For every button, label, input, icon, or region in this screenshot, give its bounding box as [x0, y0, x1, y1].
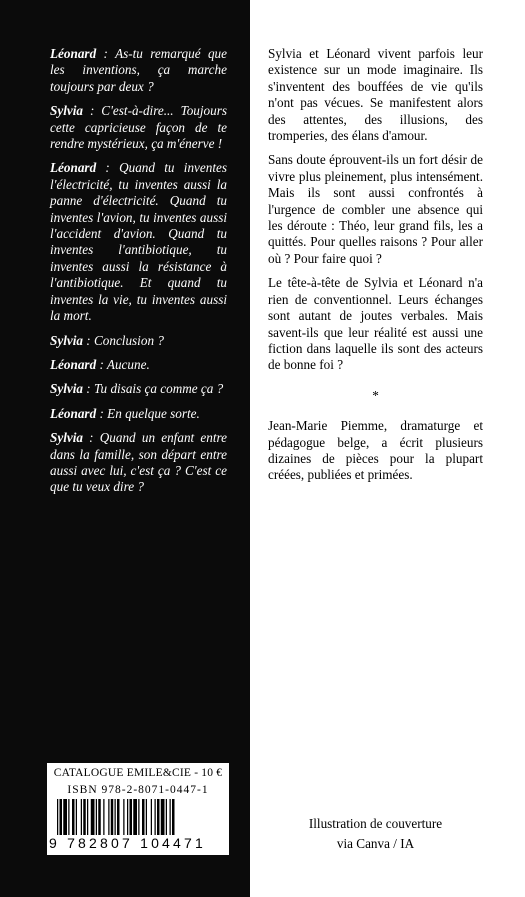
- barcode-bar: [91, 799, 95, 835]
- dialogue-text: : Quand un enfant entre dans la famille, son départ entre aussi avec lui, c'est ça ? C'est ce que tu veux dire ?: [50, 430, 227, 495]
- dialogue-line: [50, 103, 227, 152]
- barcode-icon: [57, 799, 219, 835]
- dialogue-text: : En quelque sorte.: [96, 405, 200, 421]
- speaker-name: Sylvia: [50, 381, 83, 397]
- barcode-bar: [115, 799, 116, 835]
- barcode-bar: [161, 799, 165, 835]
- ean-digits: 9 782807 104471: [49, 835, 206, 851]
- section-separator: *: [372, 387, 379, 403]
- barcode-bar: [68, 799, 69, 835]
- barcode-bar: [96, 799, 97, 835]
- barcode-bar: [60, 799, 63, 835]
- barcode-bar: [63, 799, 67, 835]
- barcode-bar: [157, 799, 160, 835]
- speaker-name: Léonard: [50, 356, 97, 372]
- speaker-name: Léonard: [50, 405, 97, 421]
- barcode-bar: [103, 799, 104, 835]
- barcode-bar: [83, 799, 86, 835]
- dialogue-line: [50, 406, 227, 422]
- barcode-bar: [57, 799, 58, 835]
- dialogue-text: : Aucune.: [96, 356, 150, 372]
- dialogue-text: : Tu disais ça comme ça ?: [82, 381, 224, 397]
- barcode-bar: [155, 799, 156, 835]
- isbn-number: ISBN 978-2-8071-0447-1: [67, 784, 209, 796]
- dialogue-text: : As-tu remarqué que les inventions, ça marche toujours par deux ?: [50, 46, 227, 94]
- barcode-bar: [108, 799, 109, 835]
- barcode-bar: [166, 799, 167, 835]
- barcode-bar: [111, 799, 114, 835]
- speaker-name: Sylvia: [50, 332, 83, 348]
- barcode-bar: [127, 799, 128, 835]
- dialogue-excerpt: [50, 46, 227, 504]
- speaker-name: Sylvia: [50, 103, 83, 119]
- barcode-bar: [72, 799, 75, 835]
- barcode-bar: [87, 799, 88, 835]
- dialogue-line: [50, 46, 227, 95]
- barcode-bar: [130, 799, 133, 835]
- catalogue-price: CATALOGUE EMILE&CIE - 10 €: [53, 767, 223, 779]
- dialogue-line: [50, 357, 227, 373]
- barcode-bar: [117, 799, 120, 835]
- dialogue-line: [50, 160, 227, 324]
- dialogue-line: [50, 430, 227, 496]
- speaker-name: Léonard: [50, 46, 97, 61]
- dialogue-line: [50, 333, 227, 349]
- barcode-bar: [133, 799, 137, 835]
- barcode-bar: [98, 799, 101, 835]
- dialogue-line: [50, 381, 227, 397]
- barcode-bar: [123, 799, 124, 835]
- dialogue-text: : Conclusion ?: [82, 332, 164, 348]
- speaker-name: Léonard: [50, 160, 97, 176]
- blurb-paragraph: Sylvia et Léonard vivent parfois leur existence sur un mode imaginaire. Ils s'inventent des bouffées de vie qu'ils n'ont pas vécues. Se manifestent alors des attentes, des illusions, des tromperies, des élans d'amour.: [268, 46, 483, 144]
- credit-line: Illustration de couverture: [308, 816, 443, 831]
- barcode-bar: [170, 799, 171, 835]
- barcode-bar: [151, 799, 152, 835]
- cover-credit: [268, 814, 483, 854]
- barcode-bar: [138, 799, 139, 835]
- dialogue-text: : C'est-à-dire... Toujours cette capricieuse façon de te rendre mystérieux, ça m'énerve !: [50, 103, 227, 152]
- barcode-bar: [76, 799, 77, 835]
- credit-line: via Canva / IA: [336, 836, 415, 851]
- blurb-paragraph: Sans doute éprouvent-ils un fort désir de vivre plus pleinement, plus intensément. Mais ils sont aussi confrontés à l'urgence de combler une absence qui les déroute : Théo, leur grand fils, les a quittés. Pour quelles raisons ? Pour aller où ? Pour faire quoi ?: [268, 152, 483, 266]
- back-cover-blurb: [268, 46, 483, 492]
- barcode-bar: [172, 799, 175, 835]
- barcode-bar: [142, 799, 145, 835]
- author-bio: Jean-Marie Piemme, dramaturge et pédagogue belge, a écrit plusieurs dizaines de pièces pour la plupart créées, publiées et primées.: [268, 418, 483, 483]
- dialogue-text: : Quand tu inventes l'électricité, tu inventes aussi la panne d'électricité. Quand tu inventes l'avion, tu inventes aussi l'accident d'avion. Quand tu inventes l'antibiotique, tu inventes aussi la résistance à l'antibiotique. Et quand tu inventes la vie, tu inventes aussi la mort.: [50, 160, 227, 324]
- left-panel: [0, 0, 250, 897]
- barcode-bar: [146, 799, 147, 835]
- barcode-box: [47, 763, 229, 855]
- blurb-paragraph: Le tête-à-tête de Sylvia et Léonard n'a rien de conventionnel. Leurs échanges sont autant de joutes verbales. Mais savent-ils que leur réalité est aussi une fiction dans laquelle ils sont des acteurs de bonne foi ?: [268, 275, 483, 373]
- barcode-bar: [81, 799, 82, 835]
- speaker-name: Sylvia: [50, 430, 83, 446]
